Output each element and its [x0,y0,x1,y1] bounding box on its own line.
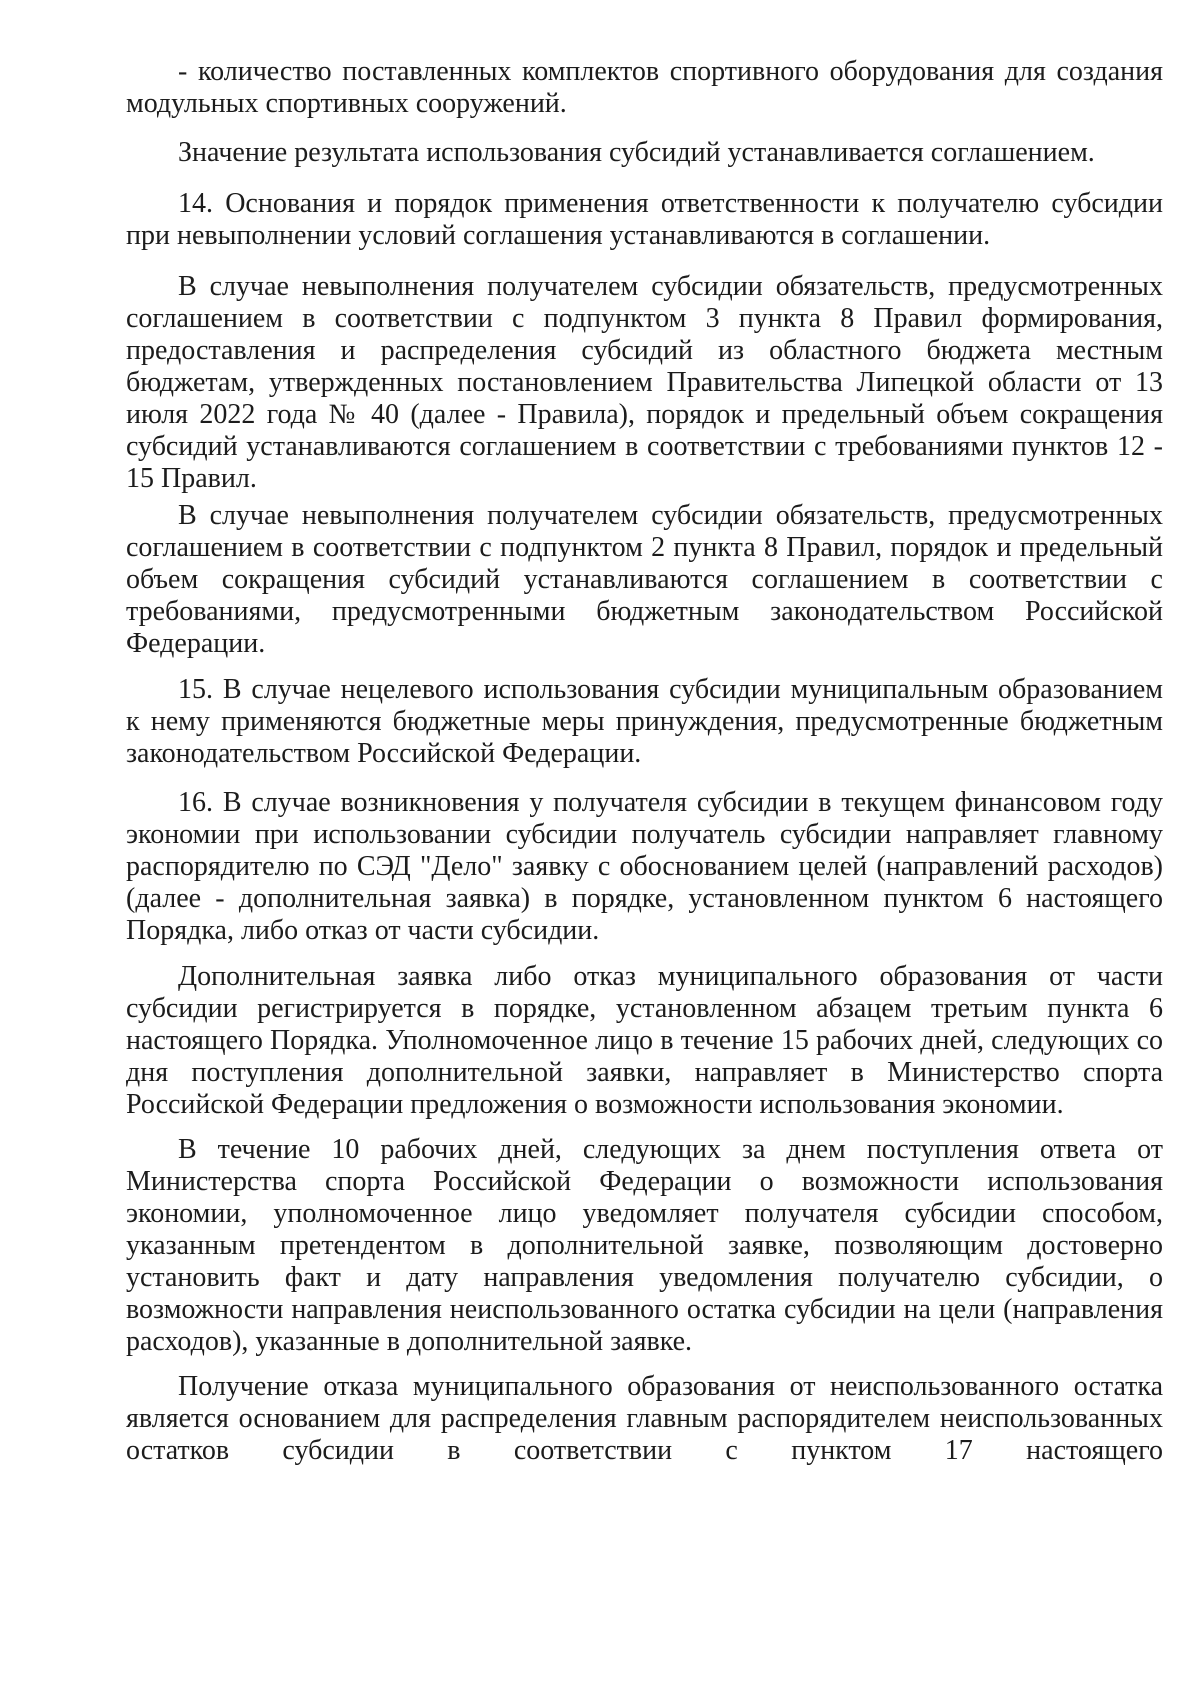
paragraph-result-value: Значение результата использования субсидий устанавливается соглашением. [178,137,1095,168]
paragraph-refusal-basis: Получение отказа муниципального образования от неиспользованного остатка является основанием для распределения главным распорядителем неиспользованных остатков субсидии в соответствии с пунктом 17 настоящего [126,1371,1163,1466]
paragraph-non-fulfillment-rules: В случае невыполнения получателем субсидии обязательств, предусмотренных соглашением в соответствии с подпунктом 3 пункта 8 Правил формирования, предоставления и распределения субсидий из областного бюджета местным бюджетам, утвержденных постановлением Правительства Липецкой области от 13 июля 2022 года № 40 (далее - Правила), порядок и предельный объем сокращения субсидий устанавливаются соглашением в соответствии с требованиями пунктов 12 - 15 Правил. [126,271,1163,494]
paragraph-non-fulfillment-budget: В случае невыполнения получателем субсидии обязательств, предусмотренных соглашением в соответствии с подпунктом 2 пункта 8 Правил, порядок и предельный объем сокращения субсидий устанавливаются соглашением в соответствии с требованиями, предусмотренными бюджетным законодательством Российской Федерации. [126,500,1163,659]
paragraph-item-14: 14. Основания и порядок применения ответственности к получателю субсидии при невыполнении условий соглашения устанавливаются в соглашении. [126,188,1163,251]
paragraph-notification: В течение 10 рабочих дней, следующих за днем поступления ответа от Министерства спорта Российской Федерации о возможности использования экономии, уполномоченное лицо уведомляет получателя субсидии способом, указанным претендентом в дополнительной заявке, позволяющим достоверно установить факт и дату направления уведомления получателю субсидии, о возможности направления неиспользованного остатка субсидии на цели (направления расходов), указанные в дополнительной заявке. [126,1134,1163,1357]
paragraph-equipment-sets: - количество поставленных комплектов спортивного оборудования для создания модульных спортивных сооружений. [126,56,1163,119]
paragraph-item-16: 16. В случае возникновения у получателя субсидии в текущем финансовом году экономии при использовании субсидии получатель субсидии направляет главному распорядителю по СЭД "Дело" заявку с обоснованием целей (направлений расходов) (далее - дополнительная заявка) в порядке, установленном пунктом 6 настоящего Порядка, либо отказ от части субсидии. [126,787,1163,946]
paragraph-item-15: 15. В случае нецелевого использования субсидии муниципальным образованием к нему применяются бюджетные меры принуждения, предусмотренные бюджетным законодательством Российской Федерации. [126,674,1163,769]
paragraph-additional-request: Дополнительная заявка либо отказ муниципального образования от части субсидии регистрируется в порядке, установленном абзацем третьим пункта 6 настоящего Порядка. Уполномоченное лицо в течение 15 рабочих дней, следующих со дня поступления дополнительной заявки, направляет в Министерство спорта Российской Федерации предложения о возможности использования экономии. [126,961,1163,1120]
